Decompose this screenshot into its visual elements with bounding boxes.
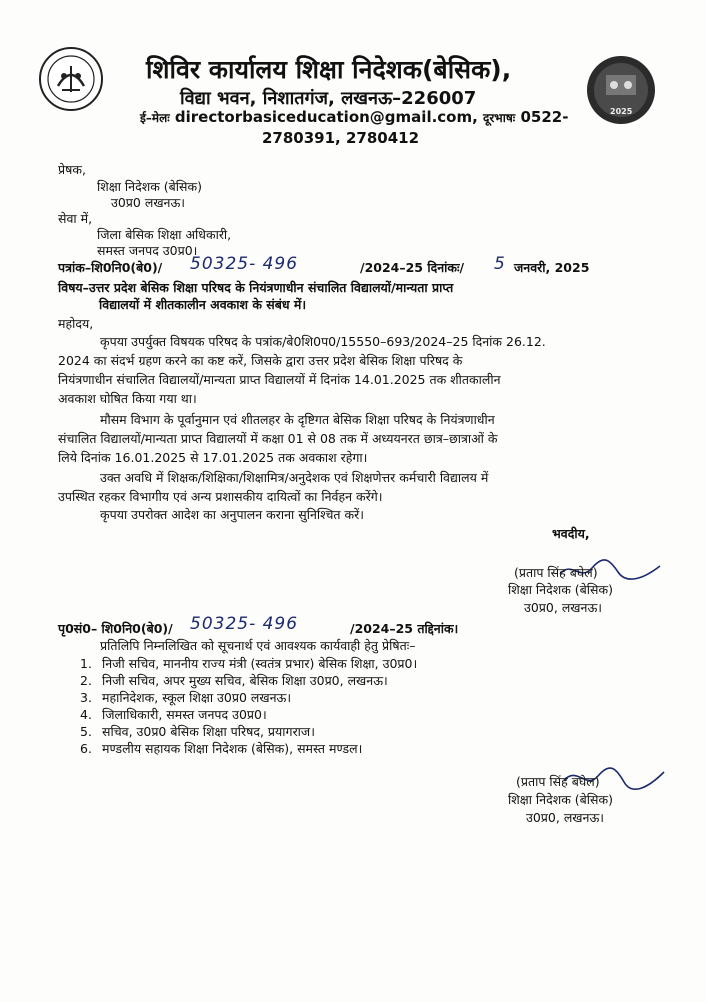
copy-reference-suffix: /2024–25 तद्दिनांक। bbox=[350, 621, 459, 636]
body-p1-line3: नियंत्रणाधीन संचालित विद्यालयों/मान्यता प्राप्त विद्यालयों में दिनांक 14.01.2025 तक शीतकालीन bbox=[58, 372, 501, 387]
body-p3-line1: उक्त अवधि में शिक्षक/शिक्षिका/शिक्षामित्र/अनुदेशक एवं शिक्षणेत्तर कर्मचारी विद्यालय में bbox=[100, 470, 489, 485]
letter-reference-month-year: जनवरी, 2025 bbox=[514, 260, 590, 275]
email-address: directorbasiceducation@gmail.com bbox=[174, 108, 473, 126]
phone-number-part1: 0522- bbox=[520, 108, 569, 126]
sender-label: प्रेषक, bbox=[58, 162, 86, 177]
list-item: 6. मण्डलीय सहायक शिक्षा निदेशक (बेसिक), समस्त मण्डल। bbox=[80, 741, 363, 756]
copy-intro: प्रतिलिपि निम्नलिखित को सूचनार्थ एवं आवश्यक कार्यवाही हेतु प्रेषितः– bbox=[100, 638, 416, 653]
body-p2-line3: लिये दिनांक 16.01.2025 से 17.01.2025 तक अवकाश रहेगा। bbox=[58, 450, 368, 465]
body-p1-line4: अवकाश घोषित किया गया था। bbox=[58, 391, 197, 406]
body-p1-line1: कृपया उपर्युक्त विषयक परिषद के पत्रांक/बे0शि0प0/15550–693/2024–25 दिनांक 26.12. bbox=[100, 334, 546, 349]
handwritten-letter-number: 50325- 496 bbox=[190, 254, 299, 274]
letterhead-contact: ई–मेलः directorbasiceducation@gmail.com, दूरभाषः 0522- bbox=[140, 108, 569, 126]
recipient-line2: समस्त जनपद उ0प्र0। bbox=[97, 243, 198, 258]
subject-line1: विषय–उत्तर प्रदेश बेसिक शिक्षा परिषद के नियंत्रणाधीन संचालित विद्यालयों/मान्यता प्राप्त bbox=[58, 280, 454, 295]
copy-handwritten-number: 50325- 496 bbox=[190, 614, 299, 634]
logo-year: 2025 bbox=[610, 107, 633, 116]
body-p2-line2: संचालित विद्यालयों/मान्यता प्राप्त विद्यालयों में कक्षा 01 से 08 तक में अध्ययनरत छात्र–छात्राओं के bbox=[58, 431, 498, 446]
signature2-place: उ0प्र0, लखनऊ। bbox=[526, 810, 605, 825]
recipient-label: सेवा में, bbox=[58, 211, 93, 226]
list-item: 4. जिलाधिकारी, समस्त जनपद उ0प्र0। bbox=[80, 707, 267, 722]
signature2-title: शिक्षा निदेशक (बेसिक) bbox=[508, 792, 613, 807]
sender-line2: उ0प्र0 लखनऊ। bbox=[111, 195, 186, 210]
list-item: 3. महानिदेशक, स्कूल शिक्षा उ0प्र0 लखनऊ। bbox=[80, 690, 292, 705]
up-government-emblem-logo bbox=[38, 46, 104, 112]
subject-line2: विद्यालयों में शीतकालीन अवकाश के संबंध में। bbox=[99, 297, 307, 312]
signature1-title: शिक्षा निदेशक (बेसिक) bbox=[508, 582, 613, 597]
closing: भवदीय, bbox=[552, 526, 590, 541]
salutation: महोदय, bbox=[58, 316, 94, 331]
body-p1-line2: 2024 का संदर्भ ग्रहण करने का कष्ट करें, जिसके द्वारा उत्तर प्रदेश बेसिक शिक्षा परिषद के bbox=[58, 353, 463, 368]
body-p3-line2: उपस्थित रहकर विभागीय एवं अन्य प्रशासकीय दायित्वों का निर्वहन करेंगे। bbox=[58, 489, 383, 504]
body-p4: कृपया उपरोक्त आदेश का अनुपालन कराना सुनिश्चित करें। bbox=[100, 507, 364, 522]
signature1-place: उ0प्र0, लखनऊ। bbox=[524, 600, 603, 615]
copy-reference-prefix: पृ0सं0– शि0नि0(बे0)/ bbox=[58, 621, 173, 636]
email-label: ई–मेलः bbox=[140, 111, 170, 125]
department-round-logo bbox=[586, 55, 656, 125]
copy-recipient-list bbox=[80, 655, 417, 757]
signature1-name: (प्रताप सिंह बघेल) bbox=[514, 565, 598, 580]
letterhead-title: शिविर कार्यालय शिक्षा निदेशक(बेसिक), bbox=[146, 55, 512, 84]
phone-label: दूरभाषः bbox=[483, 111, 516, 125]
phone-number-part2: 2780391, 2780412 bbox=[262, 129, 420, 147]
signature2-name: (प्रताप सिंह बघेल) bbox=[516, 774, 600, 789]
list-item: 5. सचिव, उ0प्र0 बेसिक शिक्षा परिषद, प्रयागराज। bbox=[80, 724, 315, 739]
letter-reference-prefix: पत्रांक–शि0नि0(बे0)/ bbox=[58, 260, 163, 275]
list-item: 2. निजी सचिव, अपर मुख्य सचिव, बेसिक शिक्षा उ0प्र0, लखनऊ। bbox=[80, 673, 388, 688]
letterhead-address: विद्या भवन, निशातगंज, लखनऊ–226007 bbox=[180, 88, 477, 109]
list-item: 1. निजी सचिव, माननीय राज्य मंत्री (स्वतंत्र प्रभार) बेसिक शिक्षा, उ0प्र0। bbox=[80, 656, 418, 671]
letter-reference-date-label: /2024–25 दिनांकः/ bbox=[360, 260, 465, 275]
handwritten-day: 5 bbox=[494, 254, 506, 274]
recipient-line1: जिला बेसिक शिक्षा अधिकारी, bbox=[97, 227, 232, 242]
sender-line1: शिक्षा निदेशक (बेसिक) bbox=[97, 179, 202, 194]
body-p2-line1: मौसम विभाग के पूर्वानुमान एवं शीतलहर के दृष्टिगत बेसिक शिक्षा परिषद के नियंत्रणाधीन bbox=[100, 412, 495, 427]
